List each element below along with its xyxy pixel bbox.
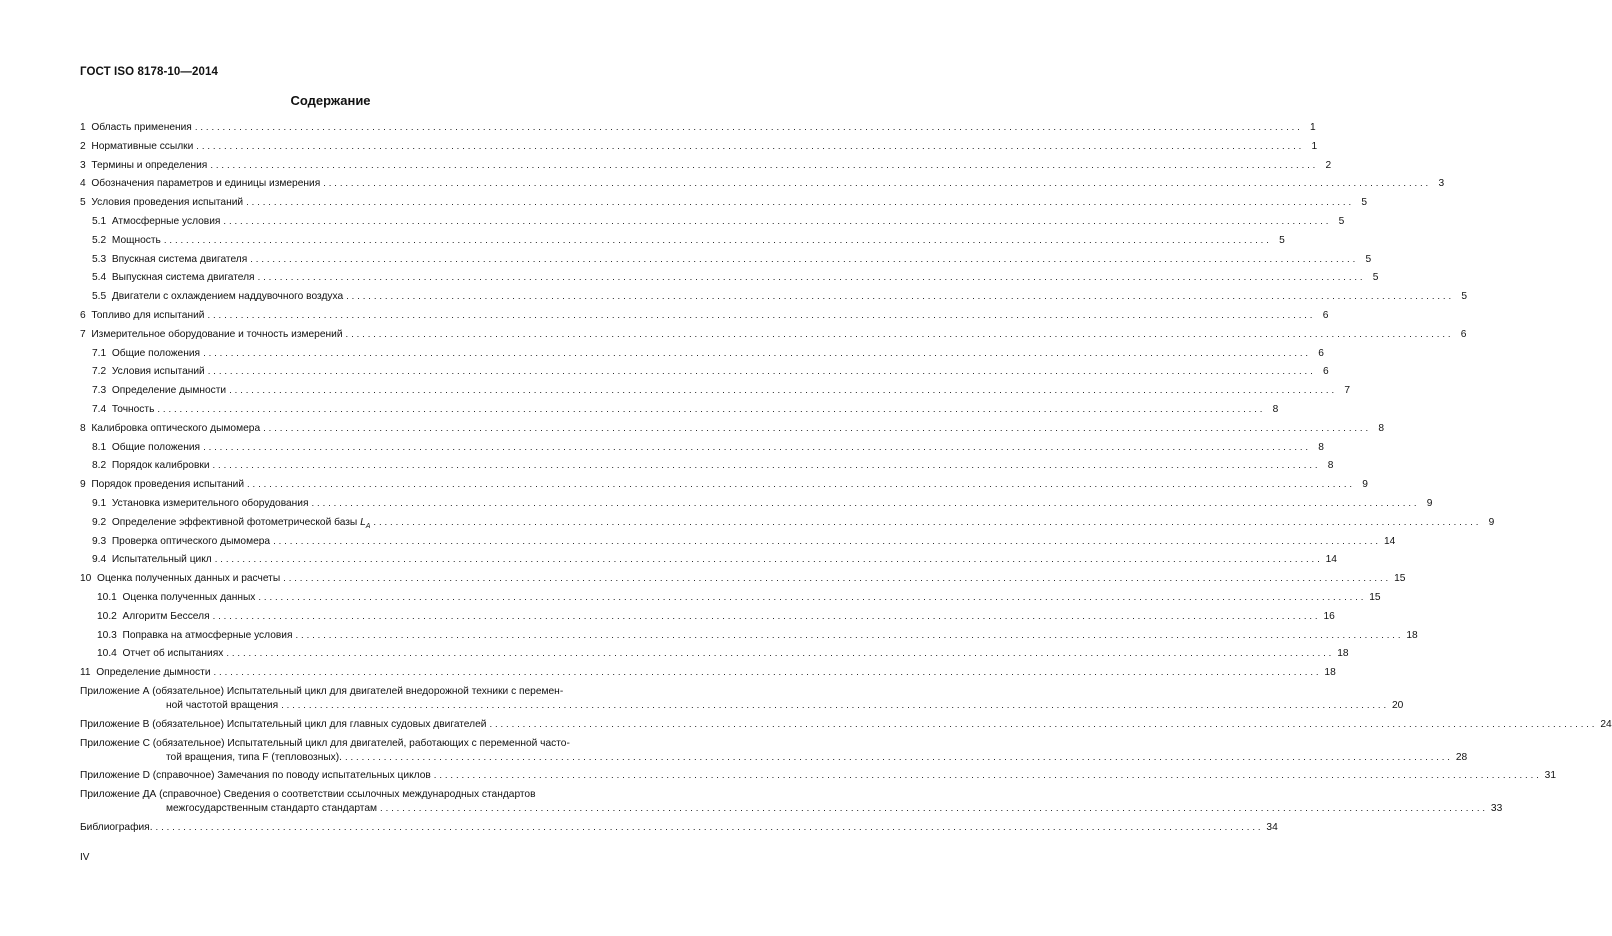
toc-entry[interactable] [80,234,1285,253]
toc-appendix-entry[interactable] [80,769,1557,788]
toc-label: Определение дымности [111,385,227,397]
toc-label: Калибровка оптического дымомера [91,422,261,434]
dot-leader: ........................................................................................................................................................................................................ [203,441,1311,453]
toc-page: 5 [1338,215,1345,227]
dot-leader: ........................................................................................................................................................................................................ [157,403,1266,415]
toc-page: 3 [1438,178,1445,190]
toc-entry[interactable] [80,403,1279,422]
toc-label: Оценка полученных данных и расчеты [97,573,281,585]
toc-page: 14 [1383,535,1396,547]
toc-appendix-line1: Приложение С (обязательное) Испытательный цикл для двигателей, работающих с переменной часто- [80,737,570,749]
dot-leader: ........................................................................................................................................................................................................ [273,535,1381,547]
toc-label: Отчет об испытаниях [122,648,224,660]
toc-page: 24 [1600,718,1612,730]
dot-leader: ........................................................................................................................................................................................................ [207,309,1316,321]
toc-number: 8 [80,422,86,434]
document-header: ГОСТ ISO 8178-10—2014 [80,66,218,78]
symbol-l: L [360,516,366,528]
toc-label: Приложение D (справочное) Замечания по поводу испытательных циклов [80,770,431,782]
toc-label: Обозначения параметров и единицы измерения [91,178,321,190]
toc-label: Оценка полученных данных [122,591,256,603]
symbol-subscript: A [365,522,371,530]
toc-entry[interactable] [80,196,1368,215]
toc-entry[interactable] [80,535,1396,554]
toc-number: 10.1 [97,591,117,603]
toc-page: 5 [1461,291,1468,303]
toc-appendix-line1: Приложение А (обязательное) Испытательный цикл для двигателей внедорожной техники с перемен- [80,685,564,697]
toc-page: 15 [1394,573,1406,585]
toc-page: 18 [1324,667,1336,679]
toc-number: 3 [80,159,86,171]
dot-leader: ........................................................................................................................................................................................................ [155,821,1264,833]
toc-page: 5 [1279,234,1285,246]
toc-entry[interactable] [80,328,1467,347]
toc-label: Приложение В (обязательное) Испытательный цикл для главных судовых двигателей [80,718,487,730]
toc-label: Условия проведения испытаний [91,197,244,209]
toc-entry[interactable] [80,215,1345,234]
toc-number: 5.2 [92,234,107,246]
dot-leader: ........................................................................................................................................................................................................ [229,385,1337,397]
toc-label: Определение дымности [96,667,211,679]
toc-entry[interactable] [80,422,1384,441]
dot-leader: ........................................................................................................................................................................................................ [489,718,1598,730]
toc-number: 4 [80,178,86,190]
toc-entry[interactable] [80,271,1379,290]
toc-page: 8 [1378,422,1384,434]
toc-page: 1 [1310,122,1316,133]
toc-label [112,516,371,534]
toc-entry[interactable] [80,290,1468,309]
toc-page: 6 [1460,328,1467,340]
toc-entry[interactable] [80,516,1495,535]
dot-leader: ........................................................................................................................................................................................................ [345,328,1454,340]
toc-number: 1 [80,122,86,133]
toc-bibliography-entry[interactable] [80,821,1278,840]
toc-label: Испытательный цикл [111,554,212,566]
toc-page: 8 [1318,441,1324,453]
toc-page: 9 [1488,516,1495,528]
dot-leader: ........................................................................................................................................................................................................ [258,591,1367,603]
toc-page: 28 [1455,751,1468,763]
toc-entry[interactable] [80,253,1372,272]
toc-label: Выпускная система двигателя [111,272,255,284]
toc-number: 11 [80,667,91,679]
toc-page: 33 [1490,803,1503,815]
page-number: IV [80,852,90,863]
toc-label: Общие положения [111,441,201,453]
dot-leader: ........................................................................................................................................................................................................ [257,272,1366,284]
table-of-contents [80,121,1612,840]
toc-entry[interactable] [80,140,1318,159]
toc-appendix-entry[interactable] [80,718,1612,737]
toc-page: 34 [1266,821,1278,833]
toc-label: Измерительное оборудование и точность измерений [91,328,343,340]
dot-leader: ........................................................................................................................................................................................................ [207,366,1316,378]
dot-leader: ........................................................................................................................................................................................................ [281,699,1390,711]
toc-number: 5.3 [92,253,107,265]
dot-leader: ........................................................................................................................................................................................................ [212,610,1321,622]
toc-page: 31 [1544,770,1557,782]
dot-leader: ........................................................................................................................................................................................................ [163,234,1272,246]
toc-appendix-entry[interactable] [80,685,1404,713]
toc-label-text: Определение эффективной фотометрической базы [111,516,358,528]
toc-number: 9.3 [92,535,107,547]
toc-entry[interactable] [80,384,1350,403]
dot-leader: ........................................................................................................................................................................................................ [246,197,1355,209]
toc-label: Мощность [111,234,161,246]
toc-appendix-entry[interactable] [80,788,1503,816]
toc-entry[interactable] [80,459,1334,478]
toc-entry[interactable] [80,610,1335,629]
toc-number: 5.4 [92,272,107,284]
toc-label: Область применения [91,122,192,133]
toc-appendix-line1: Приложение ДА (справочное) Сведения о соответствии ссылочных международных стандартов [80,789,536,801]
toc-page: 14 [1325,554,1337,566]
toc-page: 2 [1325,159,1332,171]
dot-leader: ........................................................................................................................................................................................................ [263,422,1371,434]
toc-number: 10.2 [97,610,117,622]
toc-number: 5.5 [92,291,107,303]
toc-page: 6 [1318,347,1324,359]
toc-page: 8 [1272,403,1279,415]
dot-leader: ........................................................................................................................................................................................................ [373,516,1482,528]
toc-number: 9.1 [92,497,107,509]
toc-page: 8 [1327,460,1334,472]
dot-leader: ........................................................................................................................................................................................................ [311,497,1420,509]
toc-label: Проверка оптического дымомера [111,535,271,547]
toc-entry[interactable] [80,441,1324,460]
toc-number: 10 [80,573,92,585]
toc-number: 9 [80,479,86,491]
toc-title: Содержание [290,93,371,108]
toc-label: Двигатели с охлаждением наддувочного воздуха [111,291,344,303]
toc-appendix-line2: ной частотой вращения [166,699,279,711]
toc-label: Атмосферные условия [111,215,221,227]
toc-entry[interactable] [80,497,1433,516]
toc-label: Нормативные ссылки [91,140,194,152]
toc-page: 1 [1311,140,1318,152]
toc-label: Впускная система двигателя [111,253,248,265]
toc-label: Установка измерительного оборудования [111,497,309,509]
toc-number: 5.1 [92,215,107,227]
dot-leader: ........................................................................................................................................................................................................ [346,291,1455,303]
dot-leader: ........................................................................................................................................................................................................ [295,629,1404,641]
dot-leader: ........................................................................................................................................................................................................ [213,667,1322,679]
toc-appendix-line2: межгосударственным стандарто стандартам [166,803,378,815]
toc-label: Алгоритм Бесселя [122,610,210,622]
toc-appendix-entry[interactable] [80,737,1468,765]
toc-number: 10.3 [97,629,117,641]
toc-page: 7 [1344,385,1350,397]
toc-label: Поправка на атмосферные условия [122,629,293,641]
dot-leader: ........................................................................................................................................................................................................ [214,554,1323,566]
dot-leader: ........................................................................................................................................................................................................ [250,253,1359,265]
toc-label: Точность [111,403,155,415]
toc-number: 8.2 [92,460,107,472]
toc-page: 9 [1362,479,1368,491]
dot-leader: ........................................................................................................................................................................................................ [203,347,1311,359]
toc-label: Термины и определения [91,159,208,171]
toc-label: Общие положения [111,347,201,359]
toc-label: Библиография. [80,821,153,833]
toc-page: 18 [1337,648,1349,660]
toc-page: 5 [1372,272,1379,284]
toc-entry[interactable] [80,159,1332,178]
toc-number: 2 [80,140,86,152]
dot-leader: ........................................................................................................................................................................................................ [433,770,1542,782]
toc-entry[interactable] [80,347,1324,366]
toc-entry[interactable] [80,309,1329,328]
toc-page: 6 [1322,309,1329,321]
toc-entry[interactable] [80,647,1349,666]
toc-number: 7.4 [92,403,107,415]
toc-number: 7.3 [92,385,107,397]
dot-leader: ........................................................................................................................................................................................................ [194,122,1303,133]
toc-page: 5 [1365,253,1372,265]
toc-entry[interactable] [80,591,1381,610]
toc-number: 10.4 [97,648,117,660]
toc-label: Топливо для испытаний [91,309,205,321]
toc-label: Порядок проведения испытаний [91,479,245,491]
dot-leader: ........................................................................................................................................................................................................ [226,648,1335,660]
toc-page: 15 [1369,591,1381,603]
dot-leader: ........................................................................................................................................................................................................ [223,215,1332,227]
toc-label: Условия испытаний [111,366,205,378]
toc-label: Порядок калибровки [111,460,210,472]
toc-number: 7.1 [92,347,107,359]
dot-leader: ........................................................................................................................................................................................................ [323,178,1432,190]
dot-leader: ........................................................................................................................................................................................................ [344,751,1453,763]
toc-entry[interactable] [80,121,1316,140]
toc-page: 16 [1323,610,1335,622]
toc-entry[interactable] [80,553,1337,572]
toc-entry[interactable] [80,572,1406,591]
dot-leader: ........................................................................................................................................................................................................ [247,479,1355,491]
dot-leader: ........................................................................................................................................................................................................ [210,159,1319,171]
toc-page: 18 [1406,629,1418,641]
toc-number: 9.2 [92,516,107,528]
dot-leader: ........................................................................................................................................................................................................ [380,803,1488,815]
toc-page: 5 [1361,197,1368,209]
toc-number: 8.1 [92,441,107,453]
toc-number: 7 [80,328,86,340]
toc-page: 6 [1322,366,1329,378]
toc-entry[interactable] [80,365,1329,384]
toc-page: 20 [1392,699,1404,711]
toc-entry[interactable] [80,177,1445,196]
toc-number: 5 [80,197,86,209]
dot-leader: ........................................................................................................................................................................................................ [196,140,1305,152]
toc-entry[interactable] [80,478,1368,497]
toc-number: 9.4 [92,554,107,566]
toc-appendix-line2: той вращения, типа F (тепловозных). [166,751,342,763]
toc-entry[interactable] [80,629,1418,648]
toc-page: 9 [1426,497,1433,509]
toc-entry[interactable] [80,666,1336,685]
dot-leader: ........................................................................................................................................................................................................ [283,573,1392,585]
toc-number: 6 [80,309,86,321]
toc-number: 7.2 [92,366,107,378]
dot-leader: ........................................................................................................................................................................................................ [212,460,1321,472]
